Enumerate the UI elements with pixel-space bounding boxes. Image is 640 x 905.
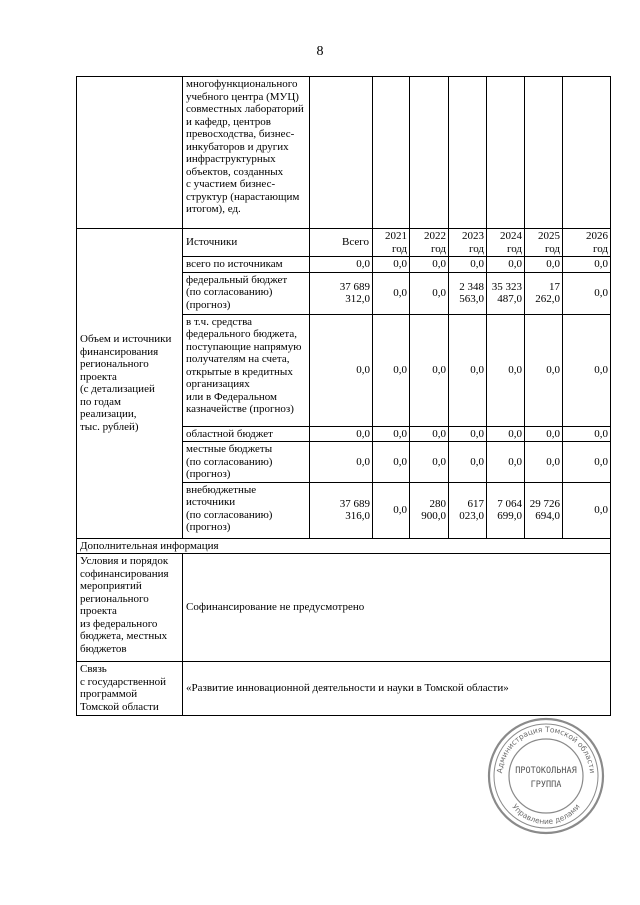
official-seal xyxy=(486,716,606,836)
source-label: внебюджетные источники (по согласованию) (прогноз) xyxy=(183,482,310,538)
seal-ring-top-text: Администрация Томской области xyxy=(495,724,597,774)
source-year-value: 0,0 xyxy=(563,314,611,426)
cofinancing-row xyxy=(77,554,611,662)
source-label: местные бюджеты (по согласованию) (прогноз) xyxy=(183,442,310,483)
source-label: всего по источникам xyxy=(183,257,310,273)
header-year-2025: 2025 год xyxy=(525,229,563,257)
source-total: 0,0 xyxy=(310,257,373,273)
source-year-value: 0,0 xyxy=(373,442,410,483)
svg-text:Управление делами xyxy=(510,802,581,826)
source-year-value: 0,0 xyxy=(373,272,410,314)
header-year-2021: 2021 год xyxy=(373,229,410,257)
cofinancing-value: Софинансирование не предусмотрено xyxy=(183,554,611,662)
header-year-2026: 2026 год xyxy=(563,229,611,257)
source-year-value: 0,0 xyxy=(410,257,449,273)
indicator-value-cell xyxy=(525,77,563,229)
indicator-row xyxy=(77,77,611,229)
financing-label: Объем и источники финансирования регионального проекта (с детализацией по годам реализации, тыс. рублей) xyxy=(77,229,183,539)
source-total: 37 689 312,0 xyxy=(310,272,373,314)
source-year-value: 29 726 694,0 xyxy=(525,482,563,538)
source-year-value: 0,0 xyxy=(487,442,525,483)
source-year-value: 0,0 xyxy=(487,426,525,442)
indicator-value-cell xyxy=(487,77,525,229)
header-year-2024: 2024 год xyxy=(487,229,525,257)
source-label: областной бюджет xyxy=(183,426,310,442)
source-year-value: 0,0 xyxy=(410,442,449,483)
additional-heading-row xyxy=(77,538,611,554)
source-year-value: 0,0 xyxy=(373,482,410,538)
source-year-value: 0,0 xyxy=(449,442,487,483)
source-year-value: 0,0 xyxy=(563,482,611,538)
indicator-value-cell xyxy=(373,77,410,229)
source-year-value: 0,0 xyxy=(525,426,563,442)
seal-ring-bottom-text: Управление делами xyxy=(510,802,582,827)
cofinancing-label: Условия и порядок софинансирования мероприятий регионального проекта из федерального бюджета, местных бюджетов xyxy=(77,554,183,662)
source-year-value: 0,0 xyxy=(563,272,611,314)
program-link-label: Связь с государственной программой Томской области xyxy=(77,662,183,716)
source-total: 0,0 xyxy=(310,314,373,426)
program-link-row xyxy=(77,662,611,716)
source-year-value: 617 023,0 xyxy=(449,482,487,538)
source-label: федеральный бюджет (по согласованию) (прогноз) xyxy=(183,272,310,314)
seal-center-line1: ПРОТОКОЛЬНАЯ xyxy=(515,766,577,776)
source-year-value: 0,0 xyxy=(373,314,410,426)
source-year-value: 7 064 699,0 xyxy=(487,482,525,538)
program-link-value: «Развитие инновационной деятельности и науки в Томской области» xyxy=(183,662,611,716)
source-year-value: 0,0 xyxy=(525,257,563,273)
header-sources: Источники xyxy=(183,229,310,257)
source-year-value: 0,0 xyxy=(563,257,611,273)
additional-heading: Дополнительная информация xyxy=(77,538,611,554)
source-year-value: 0,0 xyxy=(563,426,611,442)
source-year-value: 0,0 xyxy=(410,426,449,442)
source-year-value: 0,0 xyxy=(449,426,487,442)
source-year-value: 0,0 xyxy=(487,314,525,426)
header-year-2022: 2022 год xyxy=(410,229,449,257)
source-total: 0,0 xyxy=(310,426,373,442)
financing-header-row xyxy=(77,229,611,257)
source-year-value: 0,0 xyxy=(525,442,563,483)
source-year-value: 0,0 xyxy=(449,257,487,273)
source-year-value: 0,0 xyxy=(487,257,525,273)
source-year-value: 280 900,0 xyxy=(410,482,449,538)
indicator-label-cell xyxy=(77,77,183,229)
header-total: Всего xyxy=(310,229,373,257)
passport-table xyxy=(76,76,611,716)
indicator-value-cell xyxy=(410,77,449,229)
source-year-value: 35 323 487,0 xyxy=(487,272,525,314)
source-year-value: 0,0 xyxy=(373,257,410,273)
source-year-value: 0,0 xyxy=(410,314,449,426)
seal-center-line2: ГРУППА xyxy=(530,780,562,790)
source-year-value: 17 262,0 xyxy=(525,272,563,314)
indicator-value-cell xyxy=(563,77,611,229)
source-year-value: 0,0 xyxy=(373,426,410,442)
source-year-value: 0,0 xyxy=(563,442,611,483)
source-year-value: 2 348 563,0 xyxy=(449,272,487,314)
source-total: 37 689 316,0 xyxy=(310,482,373,538)
source-year-value: 0,0 xyxy=(410,272,449,314)
indicator-value-cell xyxy=(310,77,373,229)
header-year-2023: 2023 год xyxy=(449,229,487,257)
source-year-value: 0,0 xyxy=(525,314,563,426)
source-total: 0,0 xyxy=(310,442,373,483)
source-label: в т.ч. средства федерального бюджета, поступающие напрямую получателям на счета, открытые в кредитных организациях или в Федеральном казначействе (прогноз) xyxy=(183,314,310,426)
indicator-text: многофункционального учебного центра (МУЦ) совместных лабораторий и кафедр, центров превосходства, бизнес- инкубаторов и других инфраструктурных объектов, созданных с участием бизнес- структур (нарастающим итогом), ед. xyxy=(183,77,310,229)
source-year-value: 0,0 xyxy=(449,314,487,426)
page-number: 8 xyxy=(316,44,324,59)
indicator-value-cell xyxy=(449,77,487,229)
